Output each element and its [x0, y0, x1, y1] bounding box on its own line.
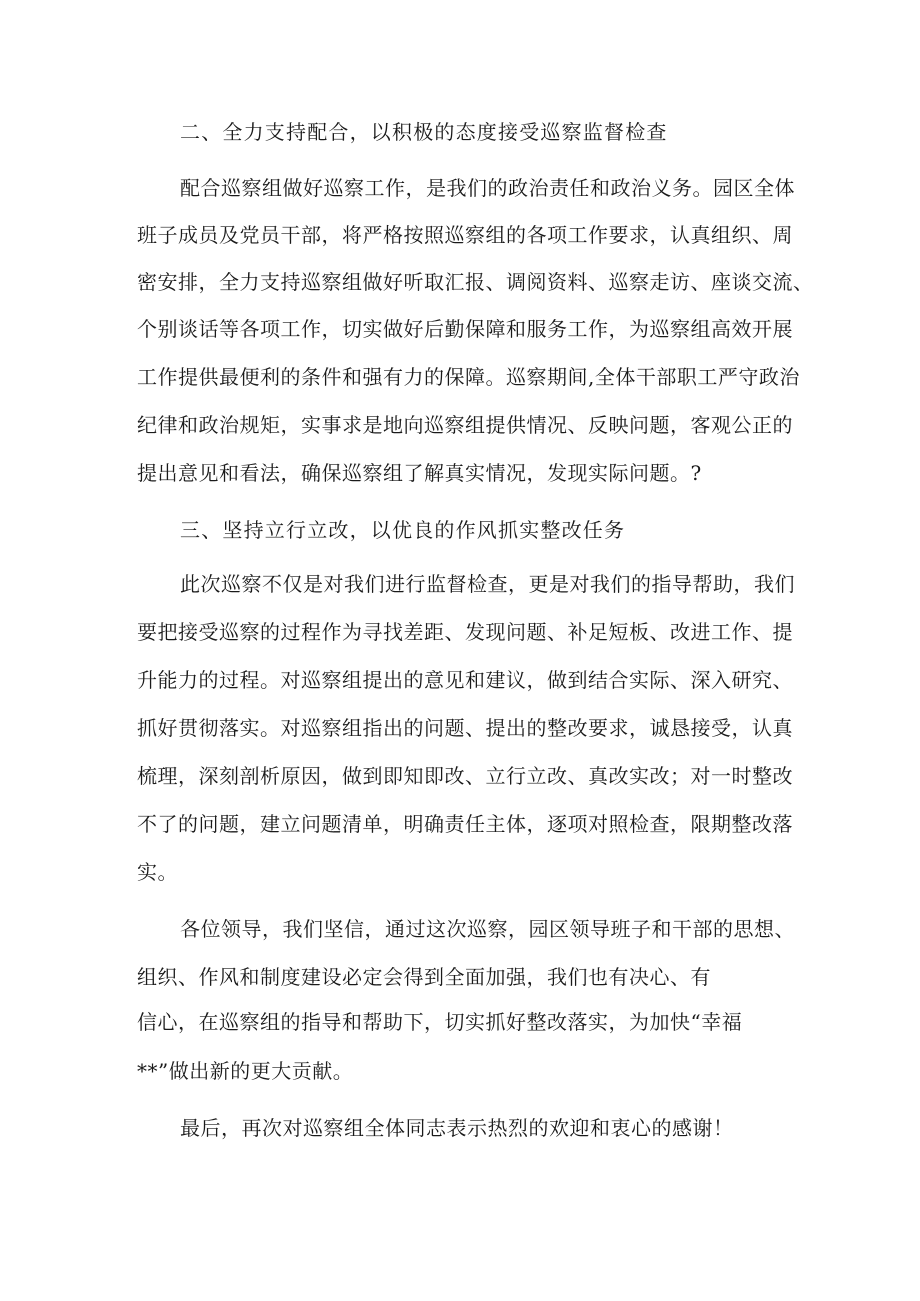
paragraph-line-text: 班子成员及党员干部，将严格按照巡察组的各项工作要求，认真组织、周	[137, 223, 793, 247]
paragraph-line-text: 抓好贯彻落实。对巡察组指出的问题、提出的整改要求，诚恳接受，认真	[137, 716, 793, 740]
paragraph-line-text: 升能力的过程。对巡察组提出的意见和建议，做到结合实际、深入研究、	[137, 668, 793, 692]
paragraph-line-text: 梳理，深刻剖析原因，做到即知即改、立行立改、真改实改；对一时整改	[137, 764, 793, 788]
section-3-heading-text: 三、坚持立行立改，以优良的作风抓实整改任务	[180, 518, 626, 542]
closing-thanks-text: 最后，再次对巡察组全体同志表示热烈的欢迎和衷心的感谢！	[180, 1116, 734, 1140]
section-2-heading-text: 二、全力支持配合，以积极的态度接受巡察监督检查	[180, 120, 668, 144]
paragraph-line-text: **”做出新的更大贡献。	[137, 1059, 354, 1083]
paragraph-line-text: 要把接受巡察的过程作为寻找差距、发现问题、补足短板、改进工作、提	[137, 620, 793, 644]
paragraph-line-text: 个别谈话等各项工作，切实做好后勤保障和服务工作，为巡察组高效开展	[137, 317, 793, 341]
paragraph-line-text: 组织、作风和制度建设必定会得到全面加强，我们也有决心、有	[137, 965, 711, 989]
paragraph-line-text: 密安排，全力支持巡察组做好听取汇报、调阅资料、巡察走访、座谈交流、	[137, 270, 814, 294]
paragraph-line-text: 各位领导，我们坚信，通过这次巡察，园区领导班子和干部的思想、	[180, 917, 795, 941]
paragraph-line-text: 不了的问题，建立问题清单，明确责任主体，逐项对照检查，限期整改落	[137, 812, 793, 836]
paragraph-line-text: 此次巡察不仅是对我们进行监督检查，更是对我们的指导帮助，我们	[180, 572, 795, 596]
paragraph-line-text: 信心，在巡察组的指导和帮助下，切实抓好整改落实，为加快“幸福	[137, 1010, 743, 1034]
paragraph-line-text: 纪律和政治规矩，实事求是地向巡察组提供情况、反映问题，客观公正的	[137, 413, 793, 437]
paragraph-line-text: 工作提供最便利的条件和强有力的保障。巡察期间,全体干部职工严守政治	[137, 365, 800, 389]
paragraph-line-text: 配合巡察组做好巡察工作，是我们的政治责任和政治义务。园区全体	[180, 176, 795, 200]
paragraph-line-text: 实。	[137, 860, 178, 884]
paragraph-line-text: 提出意见和看法，确保巡察组了解真实情况，发现实际问题。?	[137, 461, 702, 485]
